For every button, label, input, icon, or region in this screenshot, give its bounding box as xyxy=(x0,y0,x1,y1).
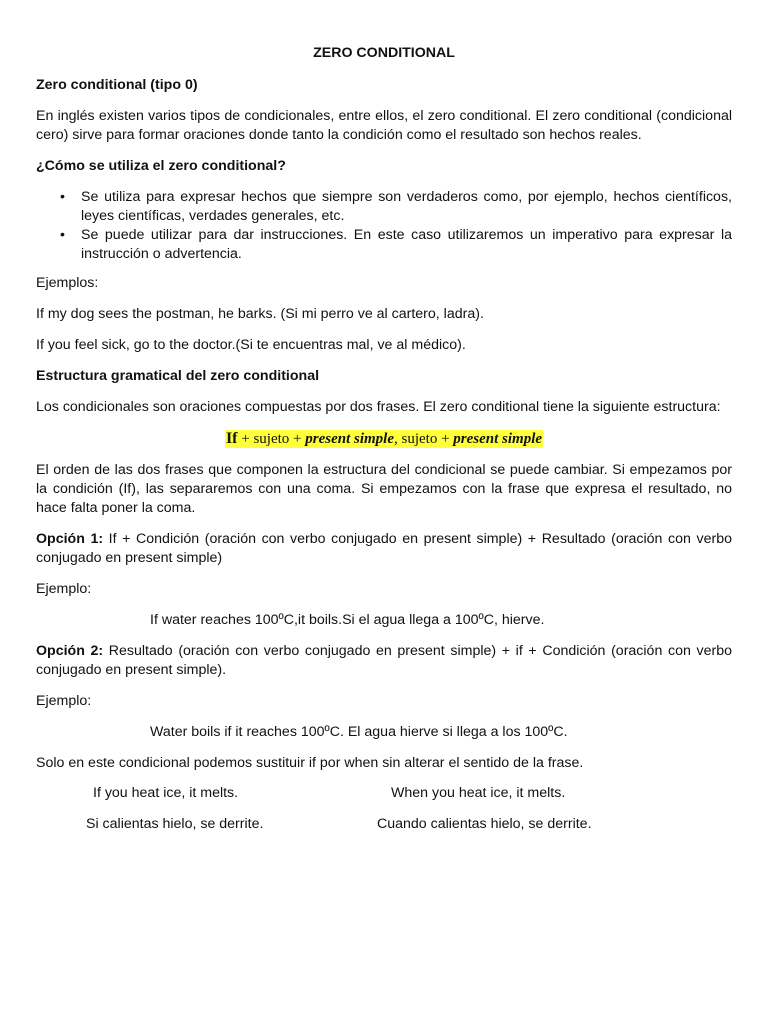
heading-uso: ¿Cómo se utiliza el zero conditional? xyxy=(36,158,286,174)
option-2-label: Opción 2: xyxy=(36,643,104,659)
orden-paragraph: El orden de las dos frases que componen la estructura del condicional se puede cambiar. Si empezamos por la condición (If), las separaremos con una coma. Si empezamos con la frase que expresa el resultado, no hace falta poner la coma. xyxy=(36,462,732,516)
pair-left-if: If you heat ice, it melts. xyxy=(93,785,239,801)
list-item-text: Se puede utilizar para dar instrucciones. En este caso utilizaremos un imperativo para expresar la instrucción o advertencia. xyxy=(81,227,732,262)
bullet-icon: • xyxy=(60,227,65,243)
document-title: ZERO CONDITIONAL xyxy=(313,45,455,61)
estructura-intro: Los condicionales son oraciones compuestas por dos frases. El zero conditional tiene la siguiente estructura: xyxy=(36,399,721,415)
ejemplo-sentence-2: Water boils if it reaches 100ºC. El agua hierve si llega a los 100ºC. xyxy=(150,724,568,740)
option-1-paragraph xyxy=(36,530,732,568)
formula-present-simple-2: present simple xyxy=(453,431,543,447)
example-pair-spanish xyxy=(36,816,732,835)
example-pair-english xyxy=(36,785,732,804)
examples-label: Ejemplos: xyxy=(36,275,99,291)
ejemplo-sentence-1: If water reaches 100ºC,it boils.Si el agua llega a 100ºC, hierve. xyxy=(150,612,545,628)
option-1-label: Opción 1: xyxy=(36,531,104,547)
pair-left-si: Si calientas hielo, se derrite. xyxy=(86,816,264,832)
option-2-text: Resultado (oración con verbo conjugado en present simple) + if + Condición (oración con verbo conjugado en present simple). xyxy=(36,643,732,678)
heading-tipo: Zero conditional (tipo 0) xyxy=(36,77,198,93)
uses-list xyxy=(36,188,732,264)
option-2-paragraph xyxy=(36,642,732,680)
ejemplo-label-2: Ejemplo: xyxy=(36,693,92,709)
intro-paragraph: En inglés existen varios tipos de condicionales, entre ellos, el zero conditional. El zero conditional (condicional cero) sirve para formar oraciones donde tanto la condición como el resultado son hechos reales. xyxy=(36,108,732,143)
bullet-icon: • xyxy=(60,189,65,205)
example-sentence-2: If you feel sick, go to the doctor.(Si te encuentras mal, ve al médico). xyxy=(36,337,466,353)
formula-subject-2: , sujeto + xyxy=(394,431,454,447)
structure-formula xyxy=(36,429,732,449)
pair-right-cuando: Cuando calientas hielo, se derrite. xyxy=(377,816,592,832)
example-sentence-1: If my dog sees the postman, he barks. (Si mi perro ve al cartero, ladra). xyxy=(36,306,484,322)
formula-highlight xyxy=(225,430,543,448)
formula-if: If xyxy=(225,430,238,447)
heading-estructura: Estructura gramatical del zero conditional xyxy=(36,368,320,384)
formula-subject-1: + sujeto + xyxy=(237,431,306,447)
sustituir-paragraph: Solo en este condicional podemos sustituir if por when sin alterar el sentido de la frase. xyxy=(36,755,584,771)
list-item-text: Se utiliza para expresar hechos que siempre son verdaderos como, por ejemplo, hechos científicos, leyes científicas, verdades generales, etc. xyxy=(81,189,732,224)
formula-present-simple-1: present simple xyxy=(305,431,394,447)
list-item xyxy=(60,226,732,264)
option-1-text: If + Condición (oración con verbo conjugado en present simple) + Resultado (oración con verbo conjugado en present simple) xyxy=(36,531,732,566)
document-page xyxy=(36,44,732,835)
ejemplo-label-1: Ejemplo: xyxy=(36,581,92,597)
list-item xyxy=(60,188,732,226)
pair-right-when: When you heat ice, it melts. xyxy=(391,785,566,801)
